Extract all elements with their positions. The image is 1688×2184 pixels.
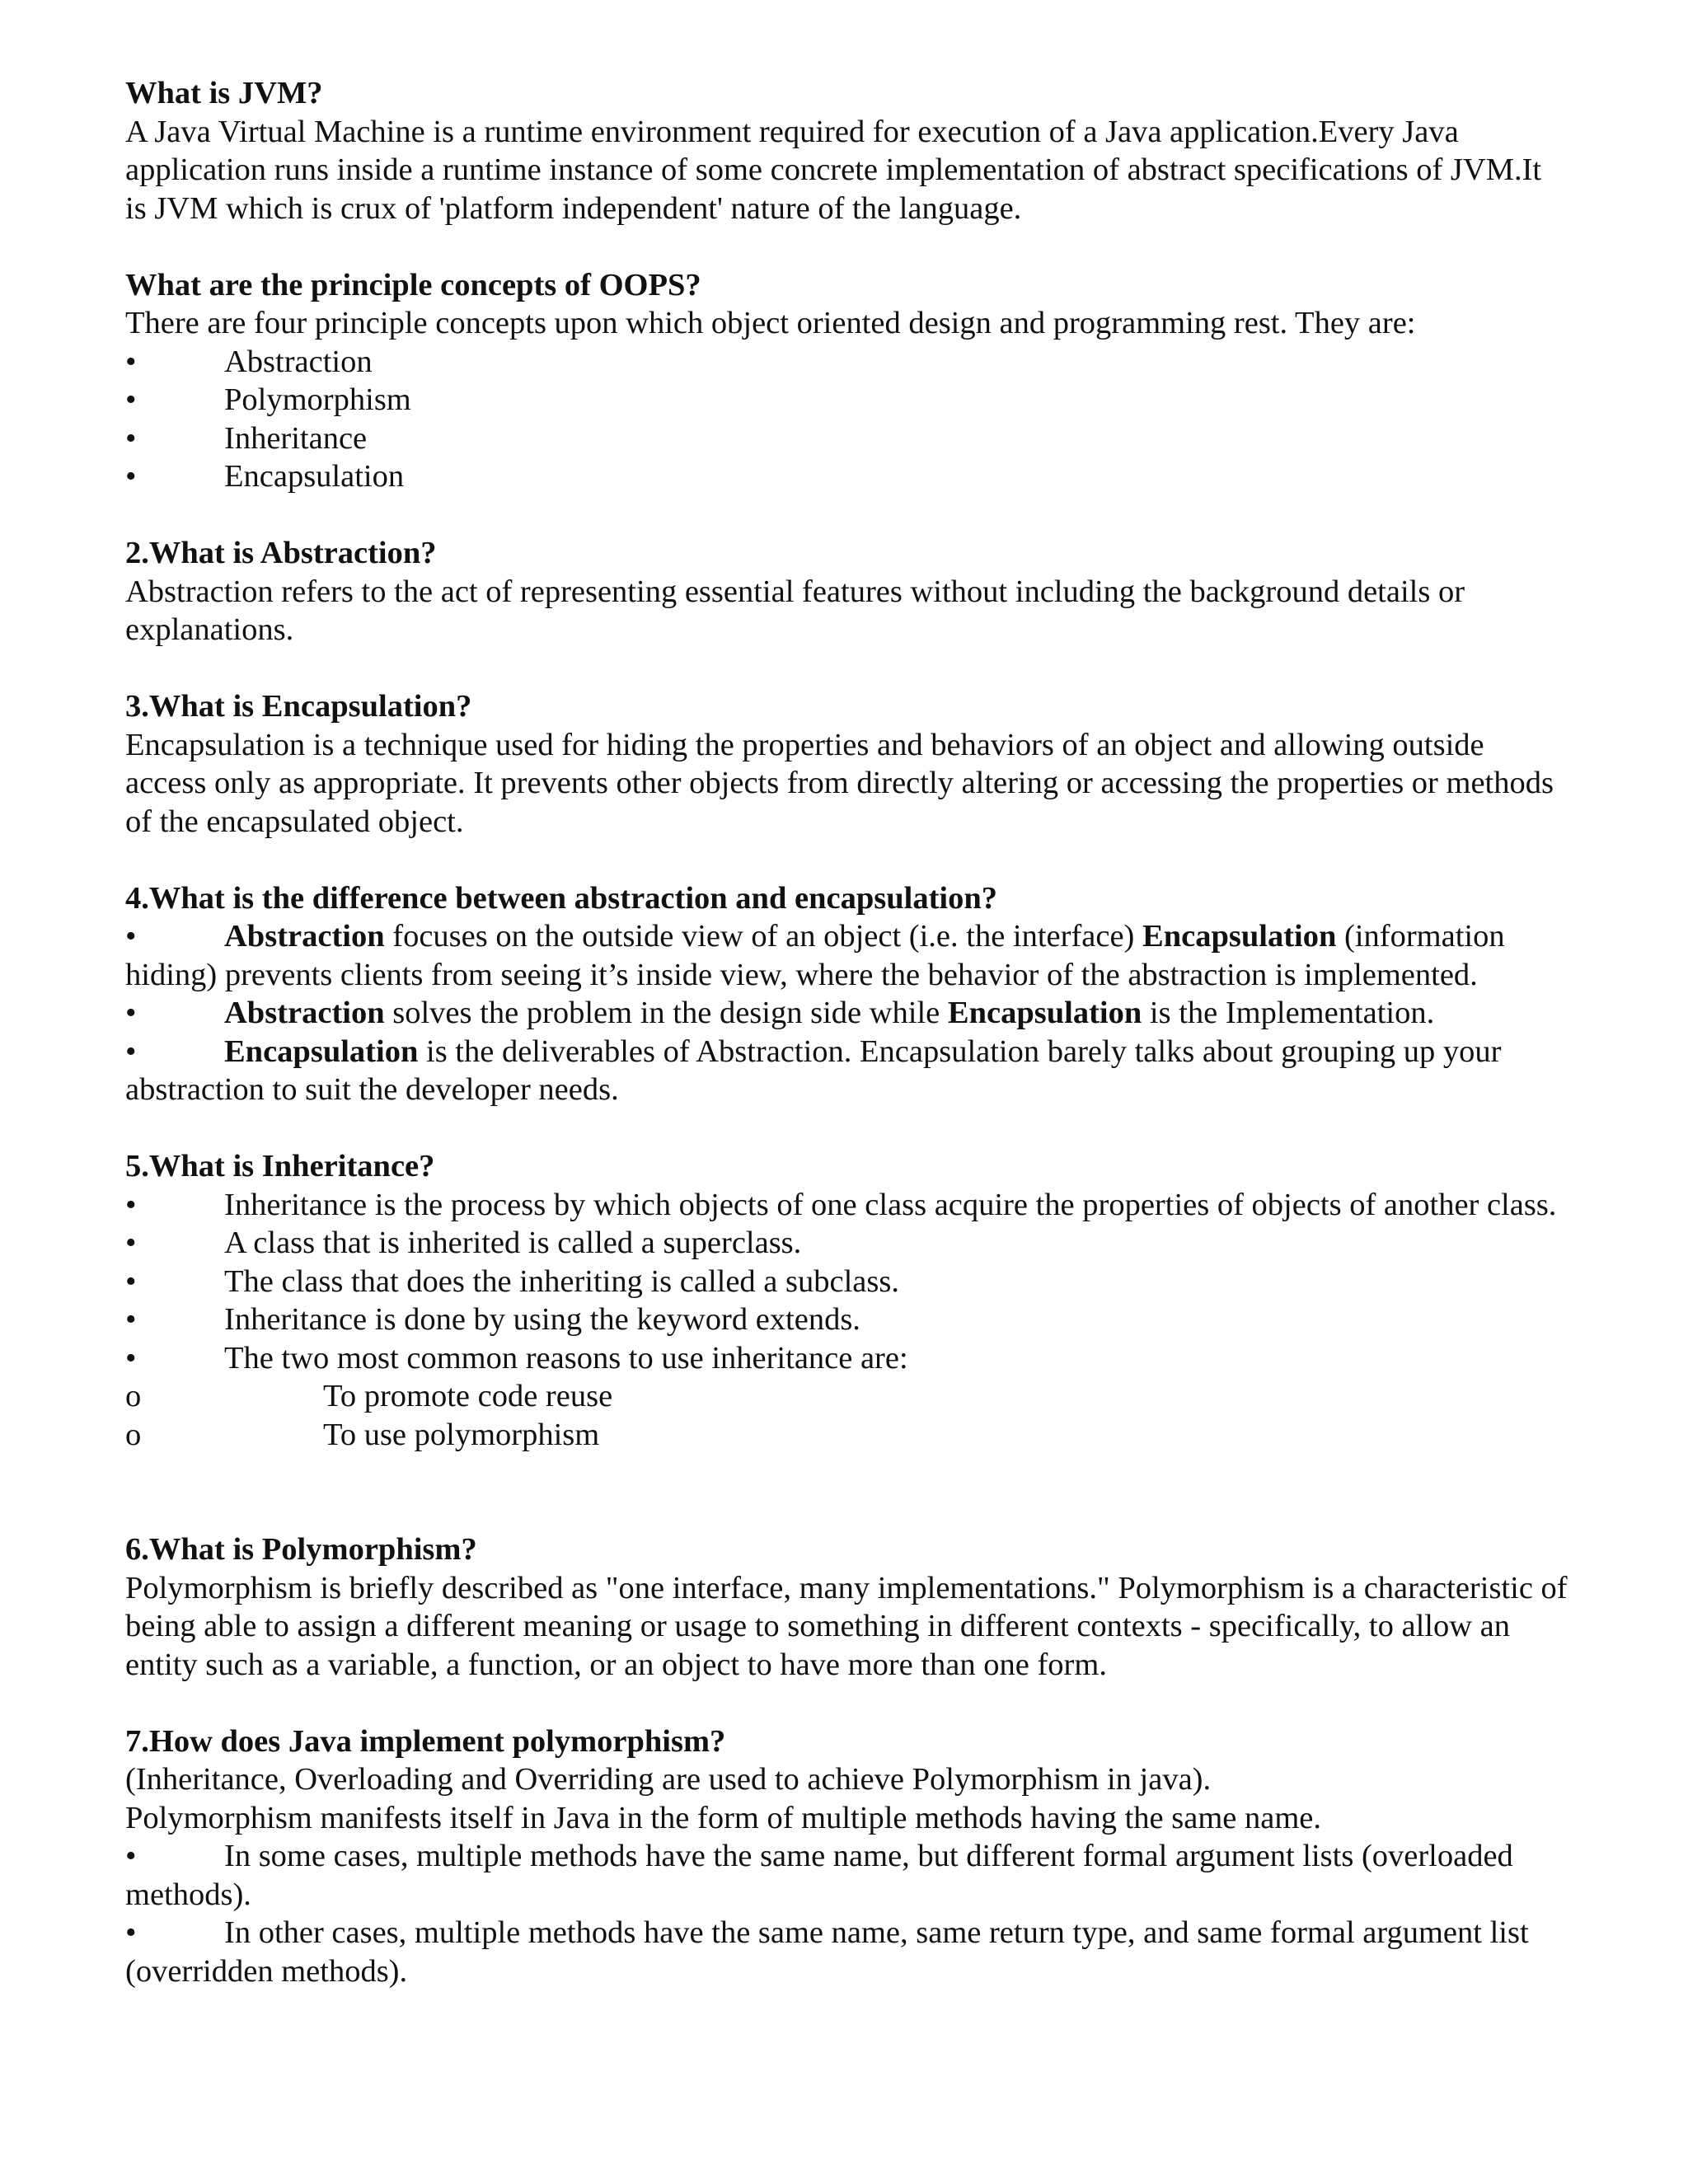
bullet-icon: • xyxy=(125,1839,137,1873)
section-inheritance xyxy=(125,1147,1568,1454)
section-oops xyxy=(125,266,1568,496)
paragraph-oops: There are four principle concepts upon which object oriented design and programming rest. They are: xyxy=(125,306,1416,340)
bullet-icon: • xyxy=(125,1226,137,1260)
bullet-icon: • xyxy=(125,1263,137,1299)
bullet-icon: • xyxy=(125,1915,137,1950)
list-item: • Abstraction solves the problem in the design side while Encapsulation is the Implementation. xyxy=(125,994,1568,1033)
bullet-icon: • xyxy=(125,1302,137,1337)
sub-list-item: o To use polymorphism xyxy=(125,1416,1568,1455)
list-item: • The two most common reasons to use inheritance are: xyxy=(125,1339,1568,1378)
list-item: • Inheritance is done by using the keyword extends. xyxy=(125,1301,1568,1339)
list-item: • A class that is inherited is called a superclass. xyxy=(125,1224,1568,1263)
bullet-icon: • xyxy=(125,420,137,456)
bullet-icon: • xyxy=(125,1033,137,1069)
bullet-icon: • xyxy=(125,1187,137,1222)
heading-abstraction: 2.What is Abstraction? xyxy=(125,536,437,570)
list-item: • Inheritance xyxy=(125,419,1568,458)
paragraph-java-polymorphism-2: Polymorphism manifests itself in Java in the form of multiple methods having the same name. xyxy=(125,1800,1321,1835)
bullet-icon: • xyxy=(125,919,137,954)
section-java-polymorphism xyxy=(125,1722,1568,1991)
heading-jvm: What is JVM? xyxy=(125,76,323,110)
heading-java-polymorphism: 7.How does Java implement polymorphism? xyxy=(125,1723,726,1759)
list-item: • Abstraction focuses on the outside view of an object (i.e. the interface) Encapsulation (information hiding) prevents clients from seeing it’s inside view, where the behavior of the abstraction is implemented. xyxy=(125,919,1505,992)
paragraph-abstraction: Abstraction refers to the act of representing essential features without including the background details or explanations. xyxy=(125,574,1465,647)
paragraph-jvm: A Java Virtual Machine is a runtime environment required for execution of a Java application.Every Java application runs inside a runtime instance of some concrete implementation of abstract specifications of JVM.It is JVM which is crux of 'platform independent' nature of the language. xyxy=(125,114,1542,226)
bullet-icon: • xyxy=(125,459,137,494)
list-item: • Inheritance is the process by which objects of one class acquire the properties of objects of another class. xyxy=(125,1186,1568,1225)
paragraph-java-polymorphism-1: (Inheritance, Overloading and Overriding are used to achieve Polymorphism in java). xyxy=(125,1762,1212,1797)
bullet-icon: • xyxy=(125,344,137,379)
section-difference xyxy=(125,879,1568,1109)
sub-list-item: o To promote code reuse xyxy=(125,1377,1568,1416)
bullet-icon: • xyxy=(125,382,137,417)
heading-encapsulation: 3.What is Encapsulation? xyxy=(125,689,472,724)
list-item: • In some cases, multiple methods have the same name, but different formal argument lists (overloaded methods). xyxy=(125,1839,1513,1912)
list-item: • The class that does the inheriting is called a subclass. xyxy=(125,1263,1568,1301)
list-item: • Encapsulation xyxy=(125,457,1568,496)
bullet-icon: • xyxy=(125,996,137,1030)
list-item: • Polymorphism xyxy=(125,381,1568,419)
section-abstraction xyxy=(125,534,1568,649)
list-item: • Abstraction xyxy=(125,343,1568,382)
section-polymorphism xyxy=(125,1530,1568,1684)
list-item: • In other cases, multiple methods have the same name, same return type, and same formal argument list (overridden methods). xyxy=(125,1915,1529,1989)
heading-inheritance: 5.What is Inheritance? xyxy=(125,1149,435,1183)
section-jvm xyxy=(125,74,1568,227)
list-item: • Encapsulation is the deliverables of Abstraction. Encapsulation barely talks about grouping up your abstraction to suit the developer needs. xyxy=(125,1033,1502,1107)
circle-bullet-icon: o xyxy=(125,1379,142,1413)
heading-difference: 4.What is the difference between abstraction and encapsulation? xyxy=(125,880,998,916)
heading-oops: What are the principle concepts of OOPS? xyxy=(125,267,701,302)
paragraph-polymorphism: Polymorphism is briefly described as "one interface, many implementations." Polymorphism is a characteristic of being able to assign a different meaning or usage to something in different contexts - specifically, to allow an entity such as a variable, a function, or an object to have more than one form. xyxy=(125,1570,1568,1682)
heading-polymorphism: 6.What is Polymorphism? xyxy=(125,1532,477,1567)
bullet-icon: • xyxy=(125,1340,137,1376)
paragraph-encapsulation: Encapsulation is a technique used for hiding the properties and behaviors of an object and allowing outside access only as appropriate. It prevents other objects from directly altering or accessing the properties or methods of the encapsulated object. xyxy=(125,727,1554,839)
section-encapsulation xyxy=(125,687,1568,841)
circle-bullet-icon: o xyxy=(125,1417,142,1452)
document-page xyxy=(125,74,1568,1990)
